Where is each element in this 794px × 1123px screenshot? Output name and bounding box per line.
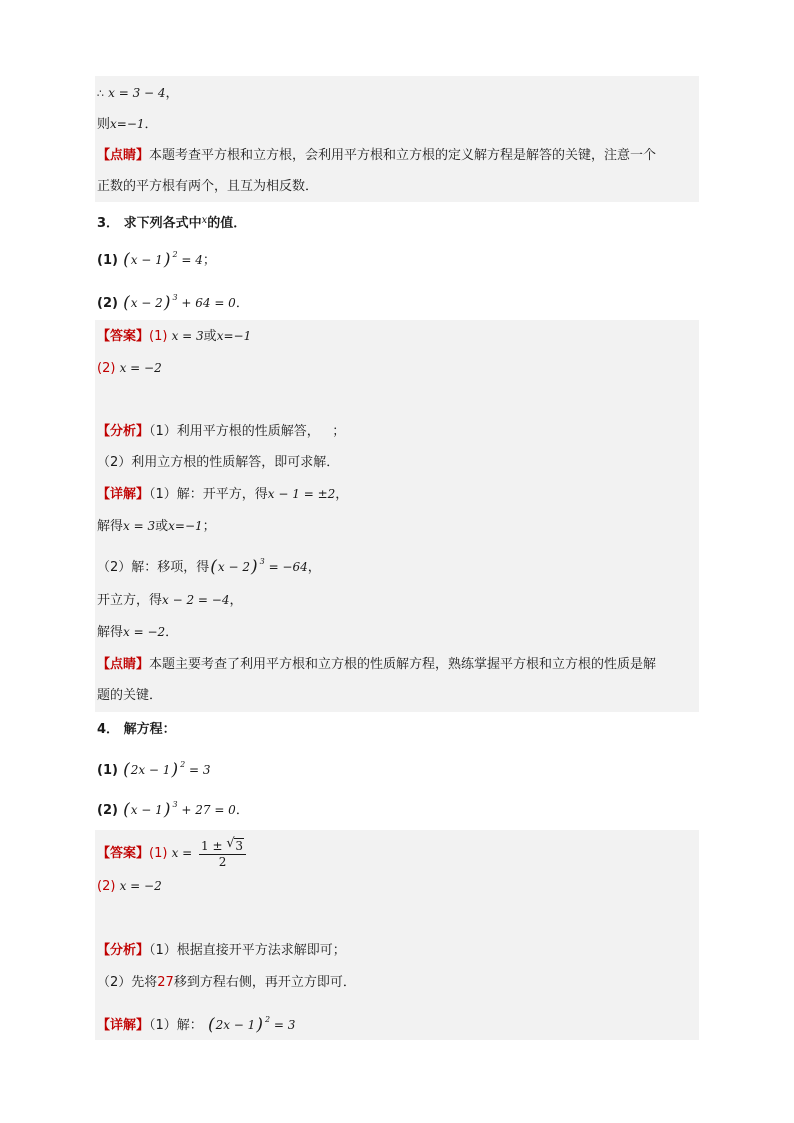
- detail-text: 开立方，得: [97, 593, 163, 608]
- comment-tag: 【点睛】: [97, 148, 150, 163]
- detail-math: (x − 2) $^3$ = −64: [210, 557, 308, 577]
- comma: ，: [229, 593, 243, 608]
- q3-solution-block: [95, 320, 699, 712]
- part-label: (2): [97, 296, 118, 311]
- analysis-text: （2）利用立方根的性质解答，即可求解．: [97, 455, 340, 470]
- answer-math: x = −2: [119, 879, 162, 893]
- exponent: 2: [264, 1015, 271, 1024]
- analysis-line-1: [97, 422, 345, 442]
- part-label: (2): [97, 803, 118, 818]
- detail-line-4: [97, 590, 243, 611]
- step-therefore: [97, 83, 179, 104]
- detail-tag: 【详解】: [97, 1018, 150, 1033]
- question-stem: [97, 211, 246, 234]
- part-2: [97, 795, 249, 821]
- therefore-symbol: ∴: [97, 87, 104, 100]
- equation: (2x − 1) $^2$ = 3: [123, 760, 211, 780]
- detail-math: (2x − 1) $^2$ = 3: [207, 1015, 296, 1035]
- detail-tag: 【详解】: [97, 487, 150, 502]
- fraction-denominator: 2: [218, 855, 227, 869]
- analysis-line-2: [97, 973, 356, 993]
- stem-end: 的值．: [207, 216, 247, 231]
- comment-tag: 【点睛】: [97, 657, 150, 672]
- comment-line-1: [97, 655, 656, 675]
- question-3: [95, 203, 699, 318]
- rhs: = −64: [264, 560, 308, 574]
- inner-expr: x − 2: [217, 560, 251, 574]
- result-math: x=−1: [110, 117, 145, 131]
- detail-math: x − 2 = −4: [162, 593, 230, 607]
- part-label: (2): [97, 361, 116, 376]
- comment-line-2: [97, 177, 318, 197]
- analysis-line-2: [97, 453, 339, 473]
- question-number: 4: [97, 722, 107, 737]
- rhs: = 4: [177, 253, 203, 267]
- comma: ，: [307, 560, 321, 575]
- answer-math: x = 3: [171, 329, 204, 343]
- detail-line-3: [97, 552, 321, 578]
- q4-solution-block: [95, 830, 699, 1040]
- prev-solution-block: [95, 76, 699, 202]
- radicand: 3: [235, 839, 243, 853]
- detail-text: （1）解：开平方，得: [149, 487, 268, 502]
- analysis-line-1: [97, 941, 346, 961]
- fraction-numerator: [199, 838, 246, 855]
- equation: (x − 1) $^2$ = 4: [123, 250, 203, 270]
- rhs: = 3: [185, 763, 211, 777]
- inner-expr: x − 1: [130, 253, 163, 267]
- analysis-text: （1）根据直接开平方法求解即可；: [149, 943, 346, 958]
- or-text: 或: [155, 519, 169, 534]
- question-number: 3: [97, 216, 107, 231]
- semicolon: ；: [202, 253, 216, 268]
- detail-line-1: [97, 1010, 295, 1036]
- answer-math: x = −2: [119, 361, 162, 375]
- comment-text: 本题主要考查了利用平方根和立方根的性质解方程，熟练掌握平方根和立方根的性质是解: [149, 657, 657, 672]
- step-math: x = 3 − 4: [108, 86, 166, 100]
- detail-text: （2）解：移项，得: [97, 560, 210, 575]
- numerator-text: 1 ±: [201, 839, 227, 853]
- comment-text: 本题考查平方根和立方根，会利用平方根和立方根的定义解方程是解答的关键，注意一个: [149, 148, 657, 163]
- period: ．: [165, 625, 179, 640]
- inner-expr: 2x − 1: [130, 763, 171, 777]
- question-stem: [97, 720, 176, 740]
- analysis-tag: 【分析】: [97, 943, 150, 958]
- answer-line-1: [97, 838, 246, 869]
- analysis-text: 移到方程右侧，再开立方即可．: [173, 975, 356, 990]
- comment-line-1: [97, 146, 656, 166]
- question-4: [95, 713, 699, 828]
- period: ．: [106, 216, 120, 231]
- analysis-text: （1）利用平方根的性质解答，: [149, 424, 320, 439]
- part-label: (1): [97, 763, 118, 778]
- period: ．: [106, 722, 120, 737]
- part-label: (1): [149, 329, 168, 344]
- comment-text: 题的关键．: [97, 688, 163, 703]
- semicolon: ；: [202, 519, 216, 534]
- detail-math: x=−1: [168, 519, 203, 533]
- inner-expr: x − 2: [130, 296, 163, 310]
- exponent: 3: [259, 557, 265, 566]
- answer-tag: 【答案】: [97, 846, 150, 861]
- stem-text: 解方程：: [123, 722, 176, 737]
- detail-math: x − 1 = ±2: [267, 487, 336, 501]
- stem-text: 求下列各式中: [123, 216, 202, 231]
- equation: (x − 2) $^3$ + 64 = 0: [123, 293, 236, 313]
- comment-text: 正数的平方根有两个，且互为相反数．: [97, 179, 319, 194]
- answer-math: x=−1: [216, 329, 252, 343]
- period: ．: [144, 117, 158, 132]
- then-text: 则: [97, 117, 111, 132]
- semicolon: ；: [332, 424, 346, 439]
- detail-text: 解得: [97, 519, 124, 534]
- step-result: [97, 114, 158, 135]
- equation: (x − 1) $^3$ + 27 = 0: [123, 800, 236, 820]
- answer-line-2: [97, 358, 162, 379]
- detail-math: x = 3: [123, 519, 156, 533]
- square-root: [226, 838, 244, 854]
- stem-variable: x: [201, 215, 208, 226]
- part-1: [97, 245, 216, 271]
- answer-line-2: [97, 876, 162, 897]
- answer-fraction: [199, 838, 246, 869]
- exponent: 2: [172, 250, 178, 259]
- part-2: [97, 288, 249, 314]
- detail-line-2: [97, 516, 216, 537]
- rhs: = 3: [270, 1018, 296, 1032]
- exponent: 2: [180, 760, 186, 769]
- part-1: [97, 755, 211, 781]
- comma: ，: [335, 487, 349, 502]
- answer-tag: 【答案】: [97, 329, 150, 344]
- part-label: (1): [97, 253, 118, 268]
- answer-line-1: [97, 326, 251, 347]
- part-label: (1): [149, 846, 168, 861]
- period: ．: [235, 296, 249, 311]
- detail-math: x = −2: [123, 625, 166, 639]
- inner-expr: 2x − 1: [215, 1018, 256, 1032]
- answer-lhs: x =: [171, 846, 197, 860]
- highlight-number: 27: [157, 975, 174, 990]
- detail-line-5: [97, 622, 178, 643]
- period: ．: [235, 803, 249, 818]
- comma: ，: [165, 86, 179, 101]
- part-label: (2): [97, 879, 116, 894]
- detail-text: （1）解：: [149, 1018, 203, 1033]
- exponent: 3: [172, 800, 178, 809]
- detail-line-1: [97, 484, 348, 505]
- rhs: + 64 = 0: [177, 296, 236, 310]
- radical-sign: √: [226, 836, 235, 851]
- analysis-tag: 【分析】: [97, 424, 150, 439]
- analysis-text: （2）先将: [97, 975, 158, 990]
- rhs: + 27 = 0: [177, 803, 236, 817]
- or-text: 或: [203, 329, 217, 344]
- inner-expr: x − 1: [130, 803, 163, 817]
- exponent: 3: [172, 293, 178, 302]
- comment-line-2: [97, 686, 162, 706]
- detail-text: 解得: [97, 625, 124, 640]
